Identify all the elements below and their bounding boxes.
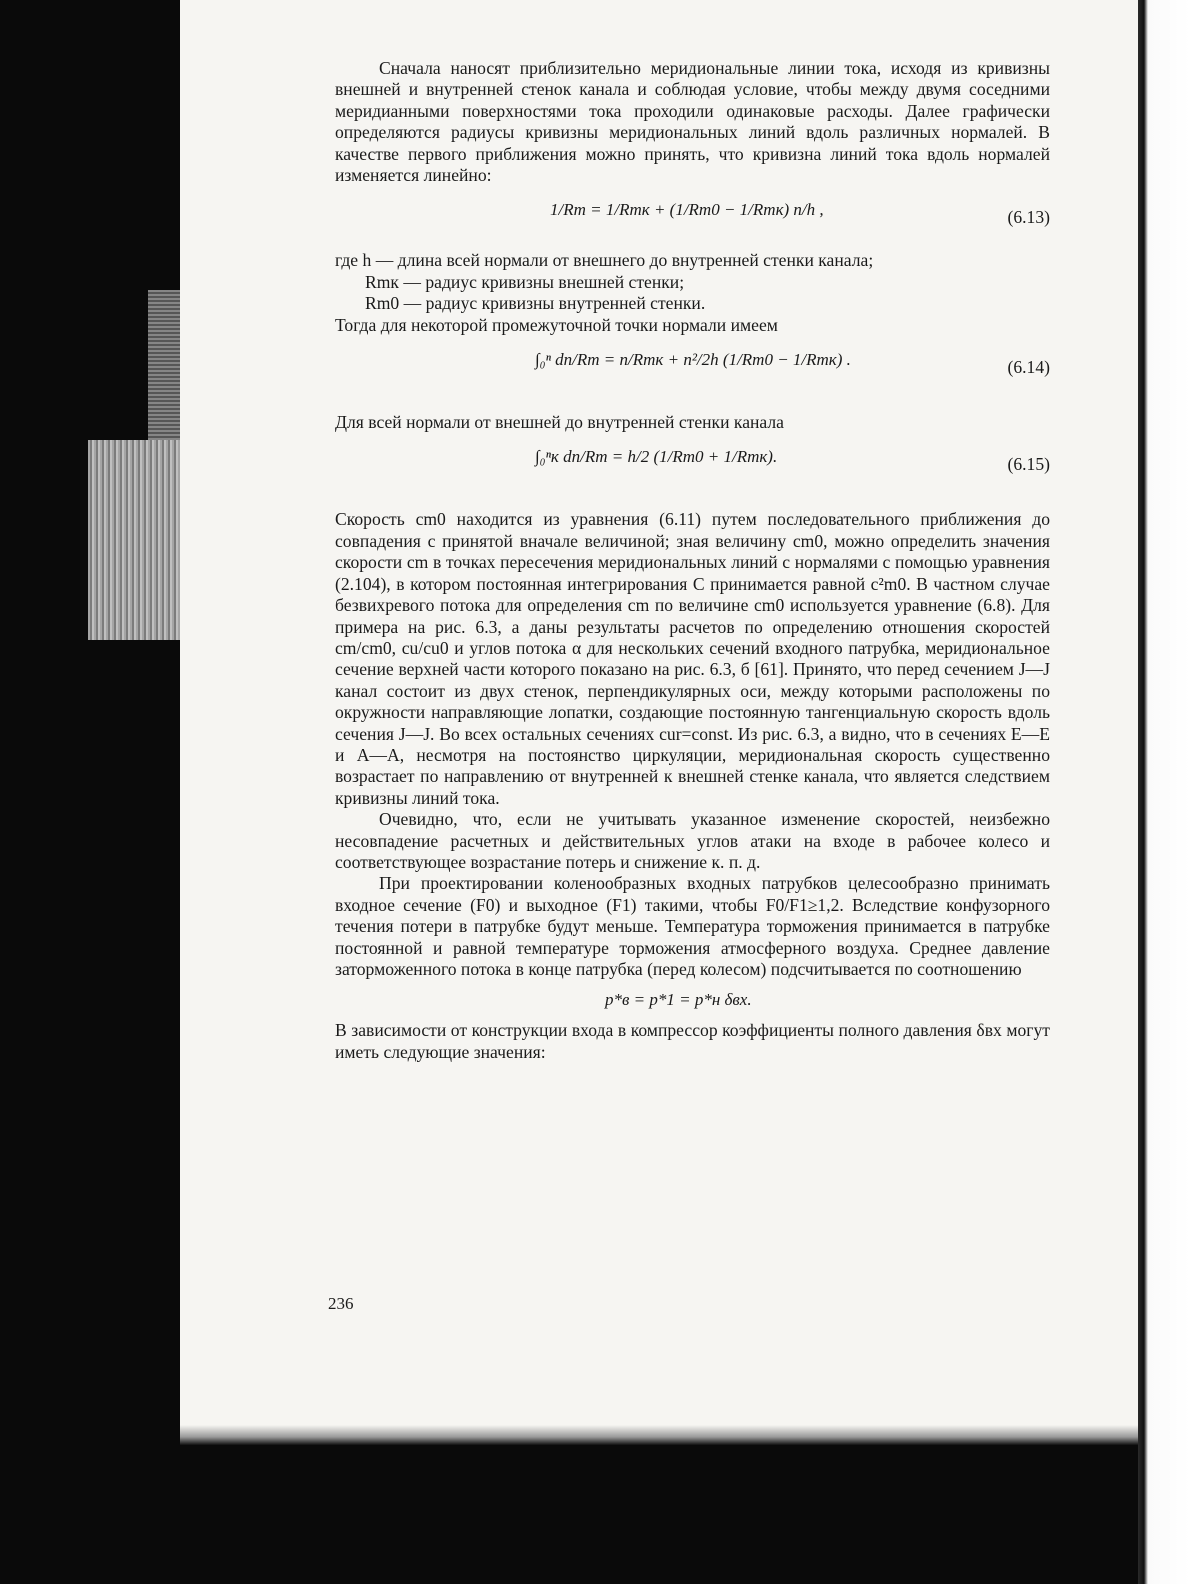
paragraph-4: Скорость cm0 находится из уравнения (6.11) путем последовательного приближения до совпадения с принятой вначале величиной; зная величину cm0, можно определить значения скорости cm в точках пересечения меридиональных линий с нормалями с помощью уравнения (2.104), в котором постоянная интегрирования C принимается равной c²m0. В частном случае безвихревого потока для определения cm по величине cm0 используется уравнение (6.8). Для примера на рис. 6.3, а даны результаты расчетов по определению отношения скоростей cm/cm0, cu/cu0 и углов потока α для нескольких сечений входного патрубка, меридиональное сечение верхней части которого показано на рис. 6.3, б [61]. Принято, что перед сечением J—J канал состоит из двух стенок, перпендикулярных оси, между которыми расположены по окружности направляющие лопатки, создающие постоянную тангенциальную скорость вдоль сечения J—J. Во всех остальных сечениях cur=const. Из рис. 6.3, а видно, что в сечениях E—E и A—A, несмотря на постоянство циркуляции, меридиональная скорость существенно возрастает по направлению от внутренней к внешней стенке канала, что является следствием кривизны линий тока. <box>335 509 1050 808</box>
page-number: 236 <box>328 1294 354 1313</box>
paragraph-3: Для всей нормали от внешней до внутренней стенки канала <box>335 412 784 433</box>
equation-pressure <box>335 983 1050 1017</box>
equation-6-13 <box>335 189 1050 247</box>
paragraph-7: В зависимости от конструкции входа в компрессор коэффициенты полного давления δвх могут иметь следующие значения: <box>335 1020 1050 1062</box>
where-line-1: где h — длина всей нормали от внешнего до внутренней стенки канала; <box>335 250 874 271</box>
equation-formula: 1/Rm = 1/Rmк + (1/Rm0 − 1/Rmк) n/h , <box>550 200 824 220</box>
paragraph-1: Сначала наносят приблизительно меридиональные линии тока, исходя из кривизны внешней и внутренней стенок канала и соблюдая условие, чтобы между двумя соседними меридианными поверхностями тока проходили одинаковые расходы. Далее графически определяются радиусы кривизны меридиональных линий вдоль различных нормалей. В качестве первого приближения можно принять, что кривизна линий тока вдоль нормалей изменяется линейно: <box>335 58 1050 186</box>
equation-number: (6.13) <box>1007 207 1050 228</box>
paragraph-5: Очевидно, что, если не учитывать указанное изменение скоростей, неизбежно несовпадение расчетных и действительных углов атаки на входе в рабочее колесо и соответствующее возрастание потерь и снижение к. п. д. <box>335 809 1050 872</box>
page-bottom-edge <box>180 1425 1138 1445</box>
equation-6-15 <box>335 436 1050 506</box>
scan-artifact <box>88 440 180 640</box>
equation-number: (6.14) <box>1007 357 1050 378</box>
scan-edge <box>1138 0 1190 1584</box>
scan-artifact <box>148 290 180 440</box>
paragraph-2: Тогда для некоторой промежуточной точки нормали имеем <box>335 314 778 335</box>
equation-formula: ∫₀ⁿк dn/Rm = h/2 (1/Rm0 + 1/Rmк). <box>535 447 778 467</box>
paragraph-6: При проектировании коленообразных входных патрубков целесообразно принимать входное сечение (F0) и выходное (F1) такими, чтобы F0/F1≥1,2. Вследствие конфузорного течения потери в патрубке будут меньше. Температура торможения принимается в патрубке постоянной и равной температуре торможения атмосферного воздуха. Среднее давление заторможенного потока в конце патрубка (перед колесом) подсчитывается по соотношению <box>335 873 1050 979</box>
where-line-3: Rm0 — радиус кривизны внутренней стенки. <box>365 293 706 314</box>
where-line-2: Rmк — радиус кривизны внешней стенки; <box>365 271 685 292</box>
equation-formula: p*в = p*1 = p*н δвх. <box>605 990 752 1010</box>
equation-6-14 <box>335 339 1050 409</box>
equation-formula: ∫₀ⁿ dn/Rm = n/Rmк + n²/2h (1/Rm0 − 1/Rmк) . <box>535 350 851 370</box>
page-text <box>335 58 1050 1063</box>
equation-number: (6.15) <box>1007 454 1050 475</box>
